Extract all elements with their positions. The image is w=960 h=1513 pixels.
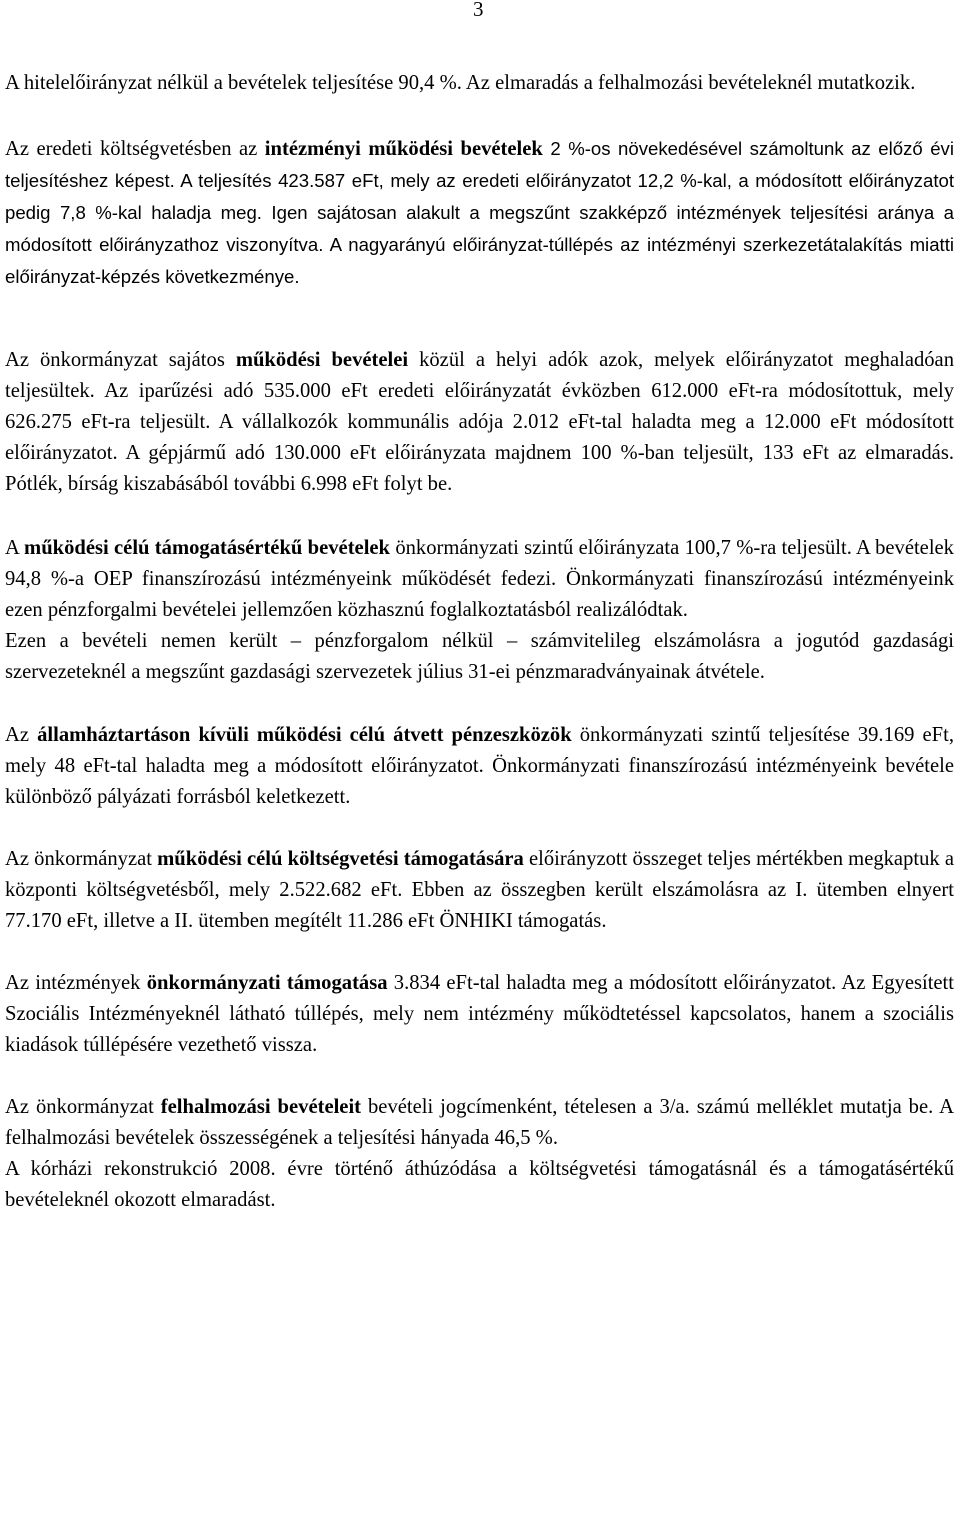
paragraph-institutional-revenue [5,133,954,293]
text-run: Az önkormányzat [5,1096,161,1118]
paragraph-budget-support [5,844,954,937]
bold-term-operating-revenue: működési bevételei [235,349,409,371]
bold-term-external-funds: államháztartáson kívüli működési célú átvett pénzeszközök [37,724,572,746]
paragraph-operating-grants [5,533,954,626]
text-run: Az eredeti költségvetésben az [5,138,265,160]
bold-term-budget-support: működési célú költségvetési támogatására [157,848,524,870]
text-run: előirányzott összeget teljes mértékben megkaptuk a központi költségvetésből, mely 2.522.682 eFt. Ebben az összegben került elszámolásra az I. ütemben elnyert 77.170 eFt, illetve a II. ütemben megítélt 11.286 eFt ÖNHIKI támogatás. [5,848,954,932]
document-body [5,68,954,1216]
text-run: önkormányzati szintű teljesítése 39.169 eFt, mely 48 eFt-tal haladta meg a módosított előirányzatot. Önkormányzati finanszírozású intézményeink bevétele különböző pályázati forrásból keletkezett. [5,724,954,808]
paragraph-municipal-support [5,968,954,1061]
bold-term-municipal-support: önkormányzati támogatása [146,972,388,994]
text-run: bevételi jogcímenként, tételesen a 3/a. számú melléklet mutatja be. A felhalmozási bevételek összességének a teljesítési hányada 46,5 %. [5,1096,954,1149]
paragraph-cash-transfer: Ezen a bevételi nemen került – pénzforgalom nélkül – számvitelileg elszámolásra a jogutód gazdasági szervezeteknél a megszűnt gazdasági szervezetek július 31-ei pénzmaradványainak átvétele. [5,630,954,683]
text-run: közül a helyi adók azok, melyek előirányzatot meghaladóan teljesültek. Az iparűzési adó 535.000 eFt eredeti előirányzatát évközben 612.000 eFt-ra módosítottuk, mely 626.275 eFt-ra teljesült. A vállalkozók kommunális adója 2.012 eFt-tal haladta meg a 12.000 eFt módosított előirányzatot. A gépjármű adó 130.000 eFt előirányzata majdnem 100 %-ban teljesült, 133 eFt az elmaradás. Pótlék, bírság kiszabásából további 6.998 eFt folyt be. [5,349,954,495]
text-run: önkormányzati szintű előirányzata 100,7 %-ra teljesült. A bevételek 94,8 %-a OEP finanszírozású intézményeink működését fedezi. Önkormányzati finanszírozású intézményeink ezen pénzforgalmi bevételei jellemzően közhasznú foglalkoztatásból realizálódtak. [5,537,954,621]
text-run: Az önkormányzat sajátos [5,349,236,371]
page-number: 3 [473,0,484,21]
paragraph-local-taxes [5,345,954,500]
text-run: 2 %-os növekedésével számoltunk az előző évi teljesítéshez képest. A teljesítés 423.587 eFt, mely az eredeti előirányzatot 12,2 %-kal, a módosított előirányzatot pedig 7,8 %-kal haladja meg. Igen sajátosan alakult a megszűnt szakképző intézmények teljesítési aránya a módosított előirányzathoz viszonyítva. A nagyarányú előirányzat-túllépés az intézményi szerkezetátalakítás miatti előirányzat-képzés következménye. [5,138,954,287]
paragraph-external-funds [5,720,954,813]
bold-term-operating-grant-revenue: működési célú támogatásértékű bevételek [24,537,391,559]
paragraph-capital-revenue [5,1092,954,1154]
text-run: Az [5,724,38,746]
text-run: Az intézmények [5,972,147,994]
text-run: A [5,537,25,559]
text-run: 3.834 eFt-tal haladta meg a módosított előirányzatot. Az Egyesített Szociális Intézményeknél látható túllépés, mely nem intézmény működtetéssel kapcsolatos, hanem a szociális kiadások túllépésére vezethető vissza. [5,972,954,1056]
bold-term-institutional-operating-revenue: intézményi működési bevételek [264,138,543,160]
paragraph-revenue-summary: A hitelelőirányzat nélkül a bevételek teljesítése 90,4 %. Az elmaradás a felhalmozási bevételeknél mutatkozik. [5,72,916,94]
paragraph-hospital-reconstruction: A kórházi rekonstrukció 2008. évre történő áthúzódása a költségvetési támogatásnál és a támogatásértékű bevételeknél okozott elmaradást. [5,1158,954,1211]
text-run: Az önkormányzat [5,848,158,870]
bold-term-capital-revenue: felhalmozási bevételeit [160,1096,362,1118]
